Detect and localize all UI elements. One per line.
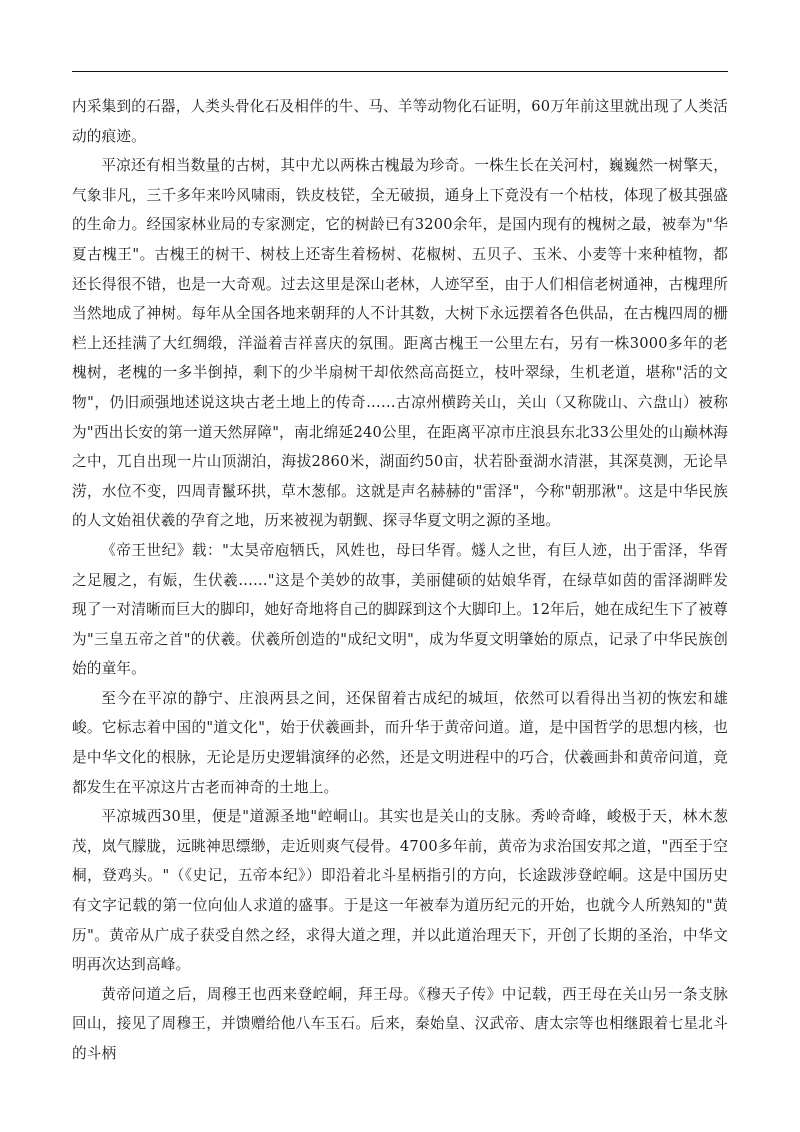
paragraph-1: 内采集到的石器，人类头骨化石及相伴的牛、马、羊等动物化石证明，60万年前这里就出现了人类活动的痕迹。 — [72, 98, 728, 145]
paragraph-3: 《帝王世纪》载："太昊帝庖牺氏，风姓也，母曰华胥。燧人之世，有巨人迹，出于雷泽，华胥之足履之，有娠，生伏羲……"这是个美妙的故事，美丽健硕的姑娘华胥，在绿草如茵的雷泽湖畔发现了一对清晰而巨大的脚印，她好奇地将自己的脚踩到这个大脚印上。12年后，她在成纪生下了被尊为"三皇五帝之首"的伏羲。伏羲所创造的"成纪文明"，成为华夏文明肇始的原点，记录了中华民族创始的童年。 — [72, 541, 728, 678]
header-rule — [72, 71, 728, 72]
paragraph-4: 至今在平凉的静宁、庄浪两县之间，还保留着古成纪的城垣，依然可以看得出当初的恢宏和雄峻。它标志着中国的"道文化"，始于伏羲画卦，而升华于黄帝问道。道，是中国哲学的思想内核，也是中华文化的根脉，无论是历史逻辑演绎的必然，还是文明进程中的巧合，伏羲画卦和黄帝问道，竟都发生在平凉这片古老而神奇的土地上。 — [72, 689, 728, 796]
body-text — [72, 92, 728, 1069]
paragraph-2: 平凉还有相当数量的古树，其中尤以两株古槐最为珍奇。一株生长在关河村，巍巍然一树擎天，气象非凡，三千多年来吟风啸雨，铁皮枝铓，全无破损，通身上下竟没有一个枯枝，体现了极其强盛的生命力。经国家林业局的专家测定，它的树龄已有3200余年，是国内现有的槐树之最，被奉为"华夏古槐王"。古槐王的树干、树枝上还寄生着杨树、花椒树、五贝子、玉米、小麦等十来种植物，都还长得很不错，也是一大奇观。过去这里是深山老林，人迹罕至，由于人们相信老树通神，古槐理所当然地成了神树。每年从全国各地来朝拜的人不计其数，大树下永远摆着各色供品，在古槐四周的栅栏上还挂满了大红绸缎，洋溢着吉祥喜庆的氛围。距离古槐王一公里左右，另有一株3000多年的老槐树，老槐的一多半倒掉，剩下的少半扇树干却依然高高挺立，枝叶翠绿，生机老道，堪称"活的文物"，仍旧顽强地述说这块古老土地上的传奇……古凉州横跨关山，关山（又称陇山、六盘山）被称为"西出长安的第一道天然屏障"，南北绵延240公里，在距离平凉市庄浪县东北33公里处的山巅林海之中，兀自出现一片山顶湖泊，海拔2860米，湖面约50亩，状若卧蚕湖水清湛，其深莫测，无论旱涝，水位不变，四周青鬣环拱，草木葱郁。这就是声名赫赫的"雷泽"，今称"朝那湫"。这是中华民族的人文始祖伏羲的孕育之地，历来被视为朝觐、探寻华夏文明之源的圣地。 — [72, 157, 728, 530]
paragraph-5: 平凉城西30里，便是"道源圣地"崆峒山。其实也是关山的支脉。秀岭奇峰，峻极于天，林木葱茂，岚气朦胧，远眺神思缥缈，走近则爽气侵骨。4700多年前，黄帝为求治国安邦之道，"西至于空桐，登鸡头。"（《史记，五帝本纪》）即沿着北斗星柄指引的方向，长途跋涉登崆峒。这是中国历史有文字记载的第一位向仙人求道的盛事。于是这一年被奉为道历纪元的开始，也就今人所熟知的"黄历"。黄帝从广成子获受自然之经，求得大道之理，并以此道治理天下，开创了长期的圣治，中华文明再次达到高峰。 — [72, 808, 728, 974]
paragraph-6: 黄帝问道之后，周穆王也西来登崆峒，拜王母。《穆天子传》中记载，西王母在关山另一条支脉回山，接见了周穆王，并馈赠给他八车玉石。后来，秦始皇、汉武帝、唐太宗等也相继跟着七星北斗的斗柄 — [72, 985, 728, 1062]
